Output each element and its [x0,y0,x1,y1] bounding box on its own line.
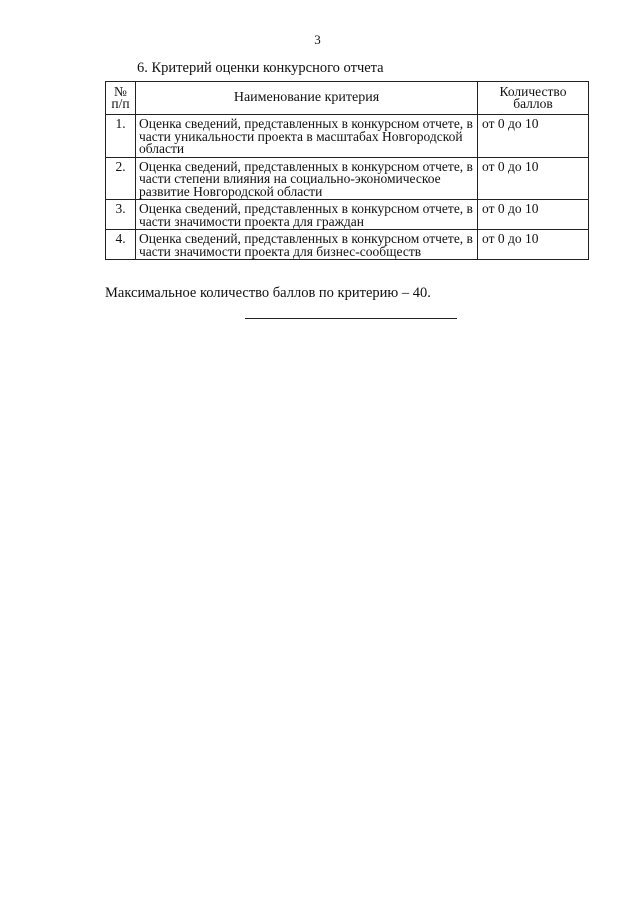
document-end-rule [245,318,457,319]
row-score: от 0 до 10 [478,200,589,230]
row-score: от 0 до 10 [478,115,589,158]
row-criterion-name [136,115,478,158]
criterion-text: Оценка сведений, представленных в конкурсном отчете, в части уникальности проекта в масштабах Новгородской области [139,116,473,156]
header-criterion-name: Наименование критерия [136,82,478,115]
table-row [106,200,589,230]
max-score-note: Максимальное количество баллов по критерию – 40. [105,285,431,301]
row-criterion-name [136,200,478,230]
row-score: от 0 до 10 [478,230,589,260]
row-number: 3. [106,200,136,230]
section-title: 6. Критерий оценки конкурсного отчета [137,60,384,76]
criterion-text: Оценка сведений, представленных в конкурсном отчете, в части значимости проекта для бизнес-сообществ [139,231,473,259]
row-criterion-name [136,230,478,260]
criterion-text: Оценка сведений, представленных в конкурсном отчете, в части степени влияния на социально-экономическое развитие Новгородской области [139,158,473,199]
header-score: Количество баллов [478,82,589,115]
criteria-table [105,81,589,260]
row-number: 1. [106,115,136,158]
table-header-row [106,82,589,115]
table-row [106,157,589,200]
row-criterion-name [136,157,478,200]
table-row [106,115,589,158]
row-number: 2. [106,157,136,200]
table-row [106,230,589,260]
page-number: 3 [314,32,321,47]
header-number: № п/п [106,82,136,115]
row-number: 4. [106,230,136,260]
row-score: от 0 до 10 [478,157,589,200]
criterion-text: Оценка сведений, представленных в конкурсном отчете, в части значимости проекта для граждан [139,201,473,229]
